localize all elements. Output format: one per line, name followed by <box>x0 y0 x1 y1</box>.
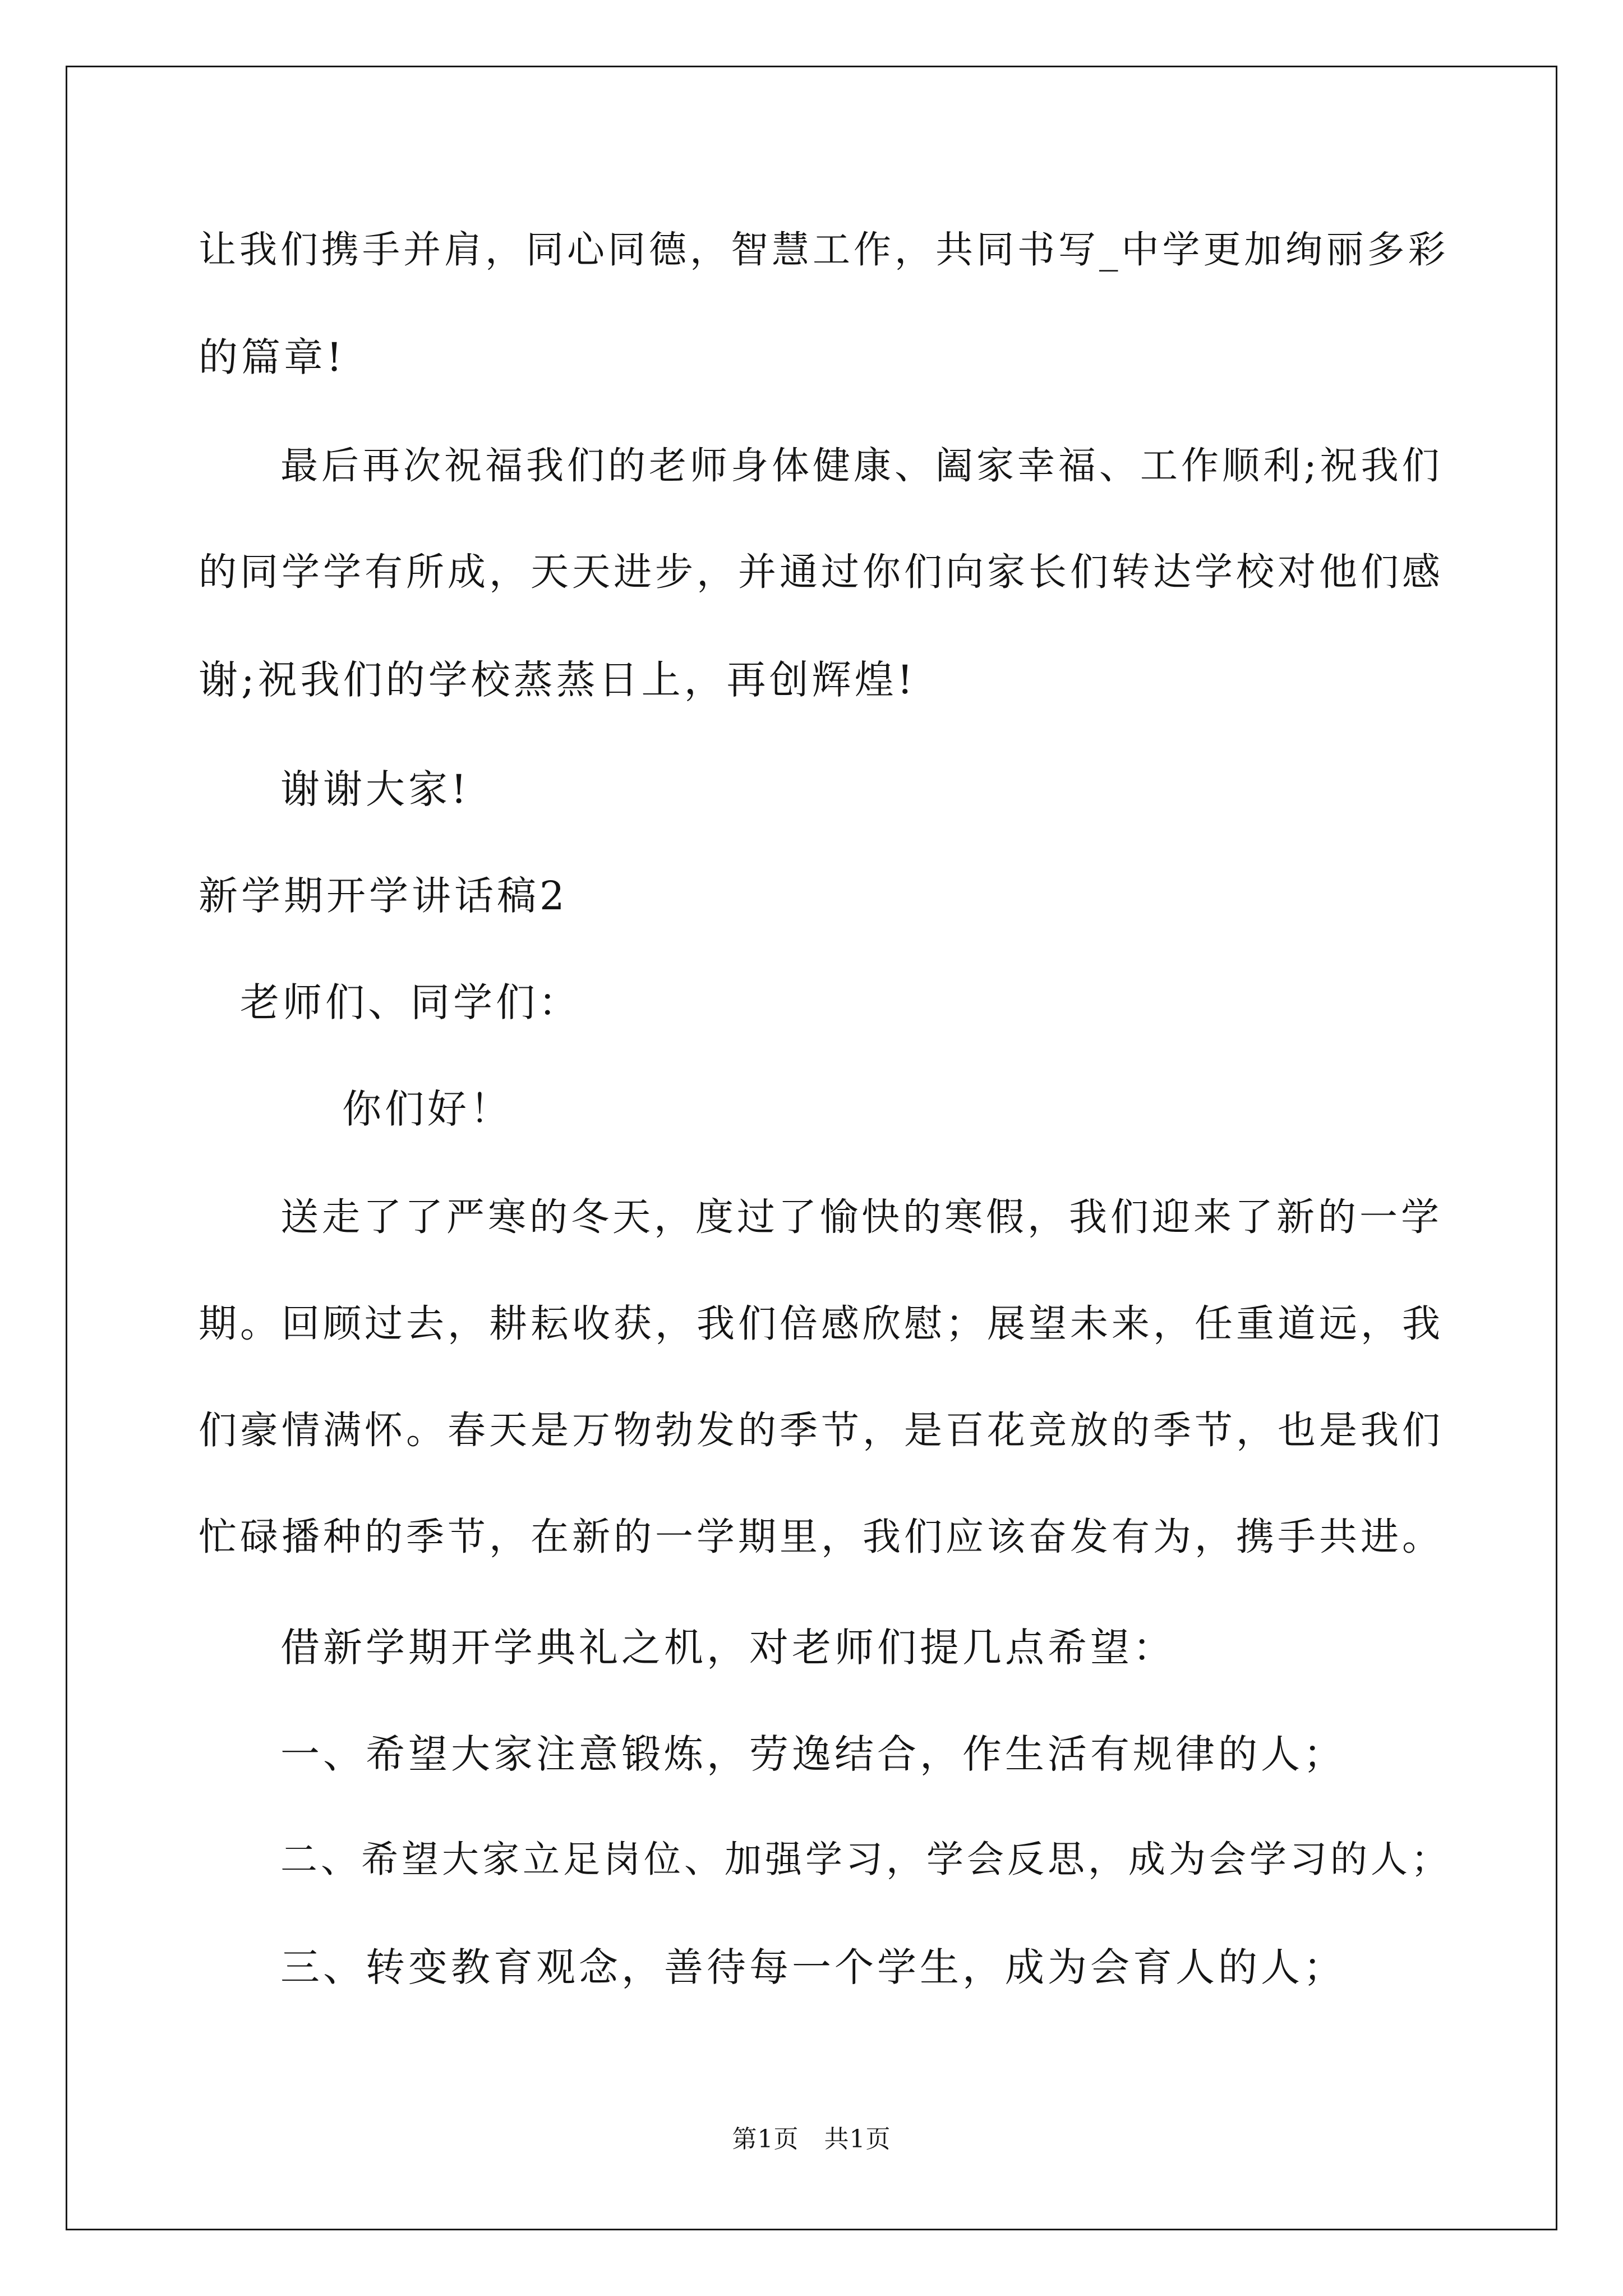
page-footer: 第1页 共1页 <box>732 2125 891 2154</box>
paragraph-line: 借新学期开学典礼之机，对老师们提几点希望： <box>280 1625 1175 1671</box>
list-item: 二、希望大家立足岗位、加强学习，学会反思，成为会学习的人； <box>280 1838 1451 1881</box>
paragraph-line: 谢谢大家! <box>280 766 471 812</box>
paragraph-line: 的篇章! <box>199 334 346 380</box>
section-title: 新学期开学讲话稿2 <box>199 873 568 919</box>
paragraph-line: 谢;祝我们的学校蒸蒸日上，再创辉煌! <box>199 657 916 703</box>
list-item: 三、转变教育观念，善待每一个学生，成为会育人的人； <box>280 1944 1346 1990</box>
greeting: 你们好！ <box>342 1086 513 1132</box>
page-border <box>66 66 1557 2230</box>
paragraph-line: 让我们携手并肩，同心同德，智慧工作，共同书写_中学更加绚丽多彩 <box>199 228 1449 272</box>
paragraph-line: 送走了了严寒的冬天，度过了愉快的寒假，我们迎来了新的一学 <box>280 1195 1443 1240</box>
list-item: 一、希望大家注意锻炼，劳逸结合，作生活有规律的人； <box>280 1731 1346 1777</box>
paragraph-line: 的同学学有所成，天天进步，并通过你们向家长们转达学校对他们感 <box>199 550 1444 595</box>
paragraph-line: 最后再次祝福我们的老师身体健康、阖家幸福、工作顺利;祝我们 <box>280 444 1443 487</box>
paragraph-line: 忙碌播种的季节，在新的一学期里，我们应该奋发有为，携手共进。 <box>199 1515 1444 1559</box>
salutation: 老师们、同学们： <box>240 979 581 1025</box>
paragraph-line: 们豪情满怀。春天是万物勃发的季节，是百花竞放的季节，也是我们 <box>199 1409 1444 1453</box>
paragraph-line: 期。回顾过去，耕耘收获，我们倍感欣慰；展望未来，任重道远，我 <box>199 1302 1444 1346</box>
